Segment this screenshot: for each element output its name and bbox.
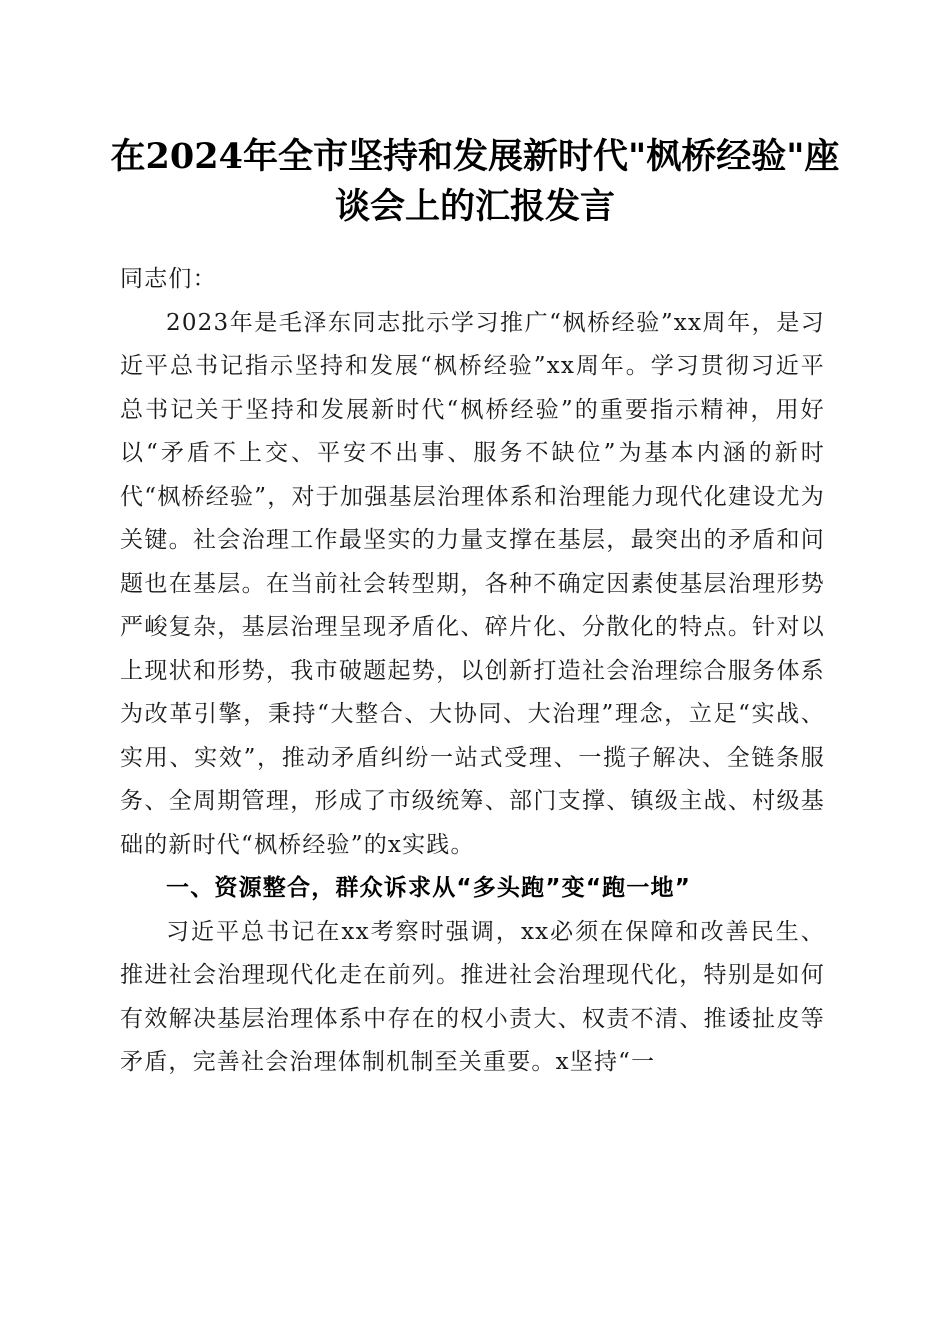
document-title: 在2024年全市坚持和发展新时代"枫桥经验"座谈会上的汇报发言 [110,136,840,227]
document-body [120,258,825,1085]
section-heading-1: 一、资源整合，群众诉求从“多头跑”变“跑一地” [166,875,692,901]
section-1-paragraph: 习近平总书记在xx考察时强调，xx必须在保障和改善民生、推进社会治理现代化走在前列。推进社会治理现代化，特别是如何有效解决基层治理体系中存在的权小责大、权责不清、推诿扯皮等矛盾，完善社会治理体制机制至关重要。x坚持“一 [120,918,825,1075]
intro-paragraph: 2023年是毛泽东同志批示学习推广“枫桥经验”xx周年，是习近平总书记指示坚持和发展“枫桥经验”xx周年。学习贯彻习近平总书记关于坚持和发展新时代“枫桥经验”的重要指示精神，用好以“矛盾不上交、平安不出事、服务不缺位”为基本内涵的新时代“枫桥经验”，对于加强基层治理体系和治理能力现代化建设尤为关键。社会治理工作最坚实的力量支撑在基层，最突出的矛盾和问题也在基层。在当前社会转型期，各种不确定因素使基层治理形势严峻复杂，基层治理呈现矛盾化、碎片化、分散化的特点。针对以上现状和形势，我市破题起势，以创新打造社会治理综合服务体系为改革引擎，秉持“大整合、大协同、大治理”理念，立足“实战、实用、实效”，推动矛盾纠纷一站式受理、一揽子解决、全链条服务、全周期管理，形成了市级统筹、部门支撑、镇级主战、村级基础的新时代“枫桥经验”的x实践。 [120,309,825,858]
salutation: 同志们： [120,266,217,292]
